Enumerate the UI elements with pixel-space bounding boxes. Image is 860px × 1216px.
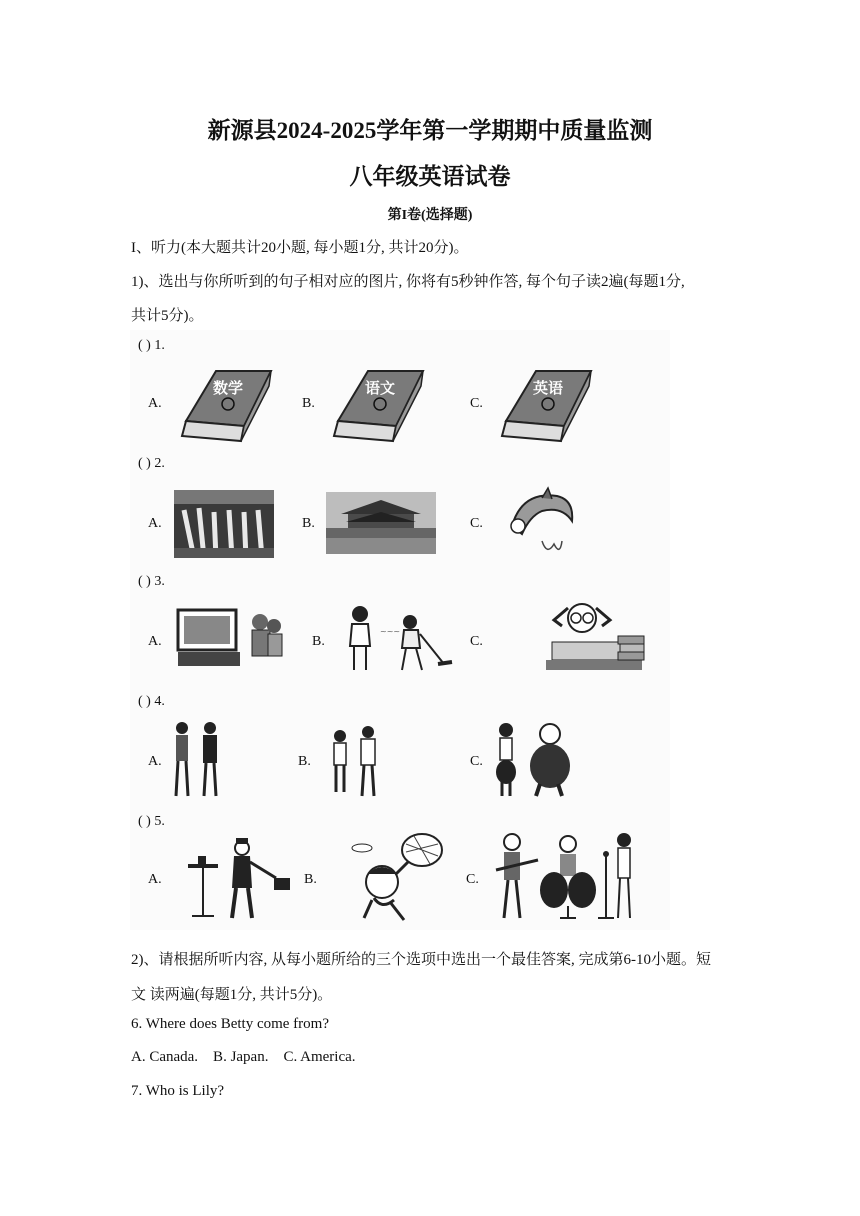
heavy-pair-icon <box>492 720 574 798</box>
question-number-5: ( ) 5. <box>138 814 165 829</box>
option-label: B. <box>312 634 325 649</box>
option-label: C. <box>470 516 483 531</box>
book-label: 数学 <box>212 379 244 397</box>
question-7: 7. Who is Lily? <box>131 1083 225 1099</box>
waterfall-photo <box>174 490 274 558</box>
chinese-book-icon <box>328 366 428 446</box>
question-number-2: ( ) 2. <box>138 456 165 471</box>
tv-watching-icon <box>176 606 286 668</box>
option-label: A. <box>148 634 162 649</box>
option-label: A. <box>148 754 162 769</box>
short-pair-icon <box>326 726 386 798</box>
option-label: B. <box>304 872 317 887</box>
tennis-icon <box>342 830 452 922</box>
listening-picture-panel <box>130 330 670 930</box>
question-6-options: A. Canada. B. Japan. C. America. <box>131 1049 356 1065</box>
option-label: B. <box>302 396 315 411</box>
option-label: A. <box>148 872 162 887</box>
band-icon <box>490 826 650 922</box>
palace-photo <box>326 492 436 554</box>
exam-title: 新源县2024-2025学年第一学期期中质量监测 <box>207 118 653 143</box>
math-book-icon <box>176 366 276 446</box>
question-6: 6. Where does Betty come from? <box>131 1016 329 1032</box>
task2-instruction-line2: 文 读两遍(每题1分, 共计5分)。 <box>131 987 333 1003</box>
exam-subtitle: 八年级英语试卷 <box>349 164 511 189</box>
tall-pair-icon <box>168 720 228 798</box>
option-label: C. <box>466 872 479 887</box>
task1-instruction-line2: 共计5分)。 <box>131 308 204 324</box>
option-label: B. <box>298 754 311 769</box>
sweeping-icon <box>340 604 460 674</box>
question-number-1: ( ) 1. <box>138 338 165 353</box>
option-label: A. <box>148 516 162 531</box>
task1-instruction-line1: 1)、选出与你所听到的句子相对应的图片, 你将有5秒钟作答, 每个句子读2遍(每题1分, <box>131 274 685 290</box>
option-label: B. <box>302 516 315 531</box>
question-number-4: ( ) 4. <box>138 694 165 709</box>
magician-icon <box>186 838 296 922</box>
english-book-icon <box>496 366 596 446</box>
part1-instruction: I、听力(本大题共计20小题, 每小题1分, 共计20分)。 <box>131 240 469 256</box>
question-number-3: ( ) 3. <box>138 574 165 589</box>
book-label: 语文 <box>364 379 396 397</box>
task2-instruction-line1: 2)、请根据所听内容, 从每小题所给的三个选项中选出一个最佳答案, 完成第6-10小题。短 <box>131 952 711 968</box>
reading-girl-icon <box>542 596 652 676</box>
book-label: 英语 <box>532 379 564 397</box>
svg-text:~~~: ~~~ <box>380 627 401 636</box>
option-label: C. <box>470 754 483 769</box>
section-heading: 第I卷(选择题) <box>387 208 473 223</box>
option-label: C. <box>470 396 483 411</box>
option-label: A. <box>148 396 162 411</box>
option-label: C. <box>470 634 483 649</box>
dolphin-icon <box>502 486 582 558</box>
